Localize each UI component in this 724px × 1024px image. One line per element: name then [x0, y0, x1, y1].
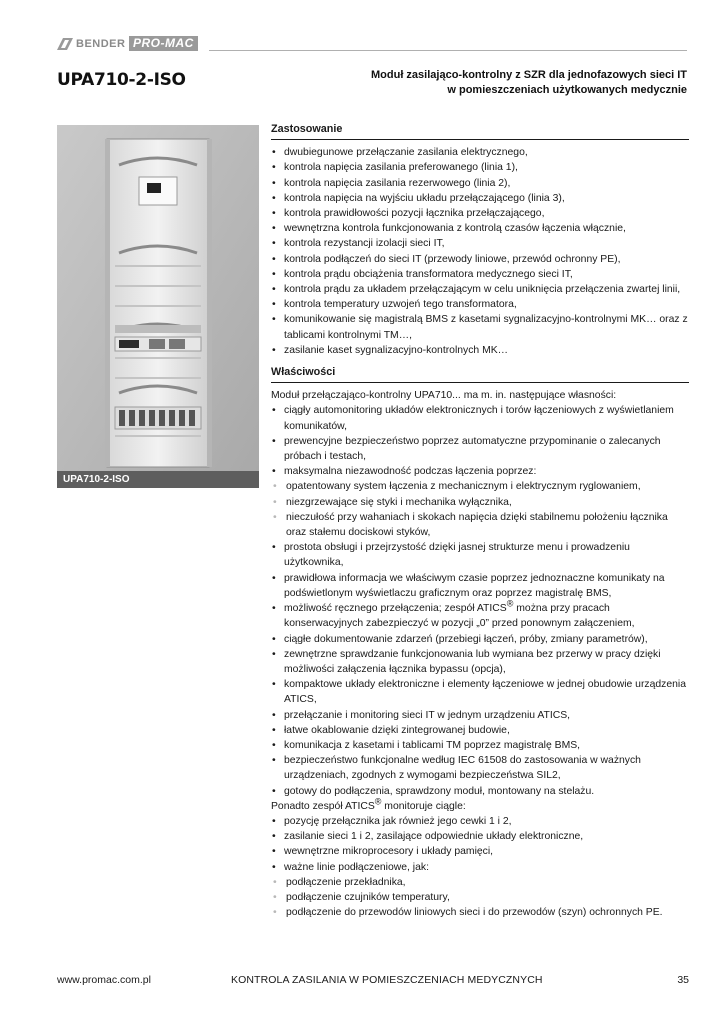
sub-list-item: • podłączenie do przewodów liniowych sieci i do przewodów (szyn) ochronnych PE.	[271, 905, 689, 920]
monitor-intro-post: monitoruje ciągle:	[381, 800, 466, 812]
page-number: 35	[677, 974, 689, 986]
content-column	[271, 122, 689, 920]
list-item: • kontrola napięcia zasilania preferowanego (linia 1),	[271, 160, 689, 175]
list-item: • prewencyjne bezpieczeństwo poprzez automatyczne przypominanie o zalecanych próbach i testach,	[271, 434, 689, 464]
registered-mark: ®	[506, 598, 514, 609]
page-subtitle	[327, 68, 687, 98]
list-item: • zasilanie kaset sygnalizacyjno-kontrolnych MK…	[271, 343, 689, 358]
bender-logo	[57, 37, 125, 51]
monitor-intro-pre: Ponadto zespół ATICS	[271, 800, 375, 812]
list-item: • prawidłowa informacja we właściwym czasie poprzez jednoznaczne komunikaty na podświetlonym wyświetlaczu graficznym oraz poprzez magistralę BMS,	[271, 571, 689, 601]
list-item: • kompaktowe układy elektroniczne i elementy łączeniowe w jednej obudowie urządzenia ATICS,	[271, 677, 689, 707]
header-bar	[57, 33, 687, 53]
list-item	[271, 598, 689, 631]
list-item: • komunikacja z kasetami i tablicami TM poprzez magistralę BMS,	[271, 738, 689, 753]
list-item: • dwubiegunowe przełączanie zasilania elektrycznego,	[271, 145, 689, 160]
wlasciwosci-sub-list	[271, 479, 689, 540]
list-item	[271, 464, 689, 479]
bender-logo-text: BENDER	[76, 38, 126, 50]
bender-logo-icon	[57, 38, 73, 50]
sub-list-item: • podłączenie czujników temperatury,	[271, 890, 689, 905]
subtitle-line-2: w pomieszczeniach użytkowanych medycznie	[447, 84, 687, 96]
list-item: • zewnętrzne sprawdzanie funkcjonowania lub wymiana bez przerwy w pracy dzięki możliwości załączenia łącznika bypassu (opcja),	[271, 647, 689, 677]
list-item: • pozycję przełącznika jak również jego cewki 1 i 2,	[271, 814, 689, 829]
list-item: • wewnętrzne mikroprocesory i układy pamięci,	[271, 844, 689, 859]
list-item: • kontrola prądu obciążenia transformatora medycznego sieci IT,	[271, 267, 689, 282]
sub-list-item: • podłączenie przekładnika,	[271, 875, 689, 890]
list-item: • kontrola napięcia na wyjściu układu przełączającego (linia 3),	[271, 191, 689, 206]
list-item: • łatwe okablowanie dzięki zintegrowanej budowie,	[271, 723, 689, 738]
wlasciwosci-intro: Moduł przełączająco-kontrolny UPA710... ma m. in. następujące własności:	[271, 390, 617, 402]
list-item: • przełączanie i monitoring sieci IT w jednym urządzeniu ATICS,	[271, 708, 689, 723]
photo-caption	[57, 471, 259, 488]
cabinet-illustration	[57, 125, 259, 471]
section-heading-zastosowanie: Zastosowanie	[271, 122, 689, 140]
list-item: • kontrola prawidłowości pozycji łącznika przełączającego,	[271, 206, 689, 221]
list-item: • ważne linie podłączeniowe, jak:	[271, 860, 689, 875]
list-item: • kontrola prądu za układem przełączającym w celu uniknięcia przełączenia zwartej linii,	[271, 282, 689, 297]
section-heading-wlasciwosci: Właściwości	[271, 365, 689, 383]
zastosowanie-list	[271, 145, 689, 358]
product-photo	[57, 125, 259, 471]
list-item: • ciągłe dokumentowanie zdarzeń (przebiegi łączeń, próby, zmiany parametrów),	[271, 632, 689, 647]
list-item: • wewnętrzna kontrola funkcjonowania z kontrolą czasów łączenia włącznie,	[271, 221, 689, 236]
registered-mark: ®	[374, 796, 382, 807]
list-item-text: maksymalna niezawodność podczas łączenia poprzez:	[284, 466, 537, 478]
list-item: • kontrola podłączeń do sieci IT (przewody liniowe, przewód ochronny PE),	[271, 252, 689, 267]
subtitle-line-1: Moduł zasilająco-kontrolny z SZR dla jednofazowych sieci IT	[371, 69, 687, 81]
monitor-list	[271, 814, 689, 875]
footer-url-link[interactable]: www.promac.com.pl	[57, 974, 151, 986]
list-item: • kontrola napięcia zasilania rezerwowego (linia 2),	[271, 176, 689, 191]
header-rule	[209, 50, 687, 51]
list-item: • gotowy do podłączenia, sprawdzony moduł, montowany na stelażu.	[271, 784, 689, 799]
footer-section-title: KONTROLA ZASILANIA W POMIESZCZENIACH MEDYCZNYCH	[231, 974, 543, 986]
promac-logo: PRO-MAC	[129, 36, 198, 51]
wlasciwosci-list-cont	[271, 540, 689, 798]
page-title: UPA710-2-ISO	[57, 70, 186, 90]
list-item-text-post: można przy pracach konserwacyjnych zabezpieczyć w pozycji „0” przed ponownym załączeniem,	[284, 603, 635, 630]
list-item: • komunikowanie się magistralą BMS z kasetami sygnalizacyjno-kontrolnymi MK… oraz z tablicami kontrolnymi TM…,	[271, 312, 689, 342]
list-item: • kontrola rezystancji izolacji sieci IT,	[271, 236, 689, 251]
list-item-text-pre: możliwość ręcznego przełączenia; zespół ATICS	[284, 603, 507, 615]
sub-list-item: • opatentowany system łączenia z mechanicznym i elektrycznym ryglowaniem,	[271, 479, 689, 494]
wlasciwosci-list	[271, 403, 689, 479]
list-item: • ciągły automonitoring układów elektronicznych i torów łączeniowych z wyświetlaniem komunikatów,	[271, 403, 689, 433]
photo-caption-text: UPA710-2-ISO	[63, 474, 130, 485]
list-item: • zasilanie sieci 1 i 2, zasilające odpowiednie układy elektroniczne,	[271, 829, 689, 844]
monitor-intro	[271, 796, 689, 814]
list-item: • bezpieczeństwo funkcjonalne według IEC 61508 do zastosowania w ważnych urządzeniach, zgodnych z wymogami bezpieczeństwa SIL2,	[271, 753, 689, 783]
monitor-sub-list	[271, 875, 689, 921]
list-item: • kontrola temperatury uzwojeń tego transformatora,	[271, 297, 689, 312]
sub-list-item: • nieczułość przy wahaniach i skokach napięcia dzięki stabilnemu położeniu łącznika oraz stałemu dociskowi styków,	[271, 510, 689, 540]
sub-list-item: • niezgrzewające się styki i mechanika wyłącznika,	[271, 495, 689, 510]
list-item: • prostota obsługi i przejrzystość dzięki jasnej strukturze menu i prowadzeniu użytkownika,	[271, 540, 689, 570]
